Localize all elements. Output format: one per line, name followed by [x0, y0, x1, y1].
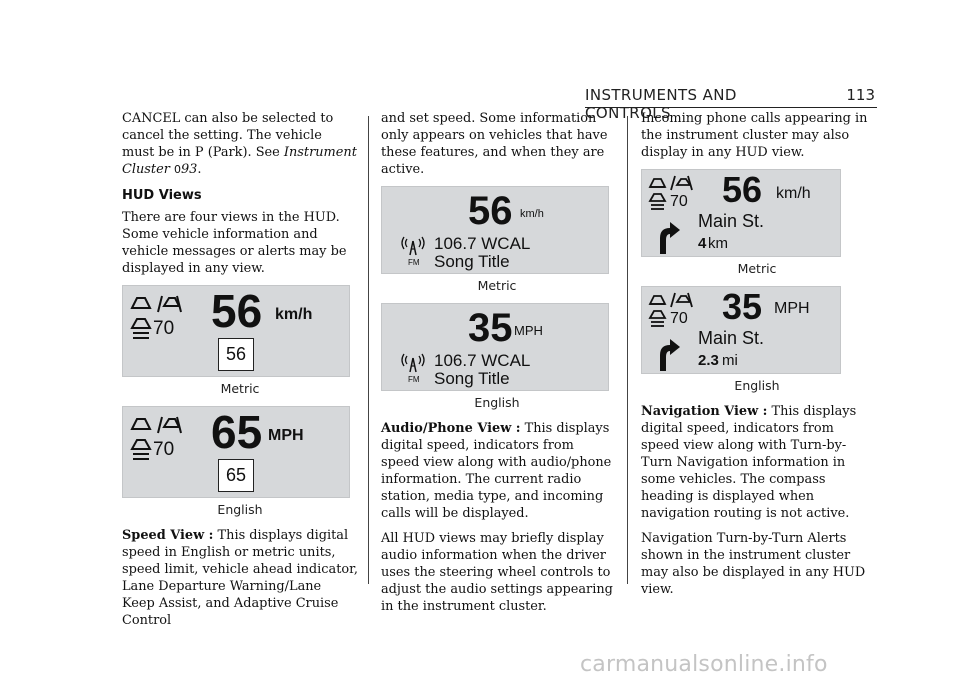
turn-right-arrow-icon: [652, 218, 682, 254]
hud-audio-metric-figure: [381, 186, 609, 274]
column-divider: [627, 116, 628, 584]
navigation-view-paragraph: Navigation View : This displays digital speed, indicators from speed view along with Turn-by-Turn Navigation information in some vehicles. The compass heading is displayed when navigation routing is not active.: [641, 404, 857, 521]
body-paragraph: Navigation Turn-by-Turn Alerts shown in the instrument cluster may also be displayed in any HUD view.: [641, 531, 866, 597]
section-heading: HUD Views: [122, 188, 202, 203]
figure-caption: Metric: [477, 278, 517, 293]
speed-limit-sign: 56: [218, 338, 254, 371]
term-label: Speed View :: [122, 528, 214, 543]
media-type: FM: [408, 375, 420, 384]
song-title: Song Title: [434, 369, 510, 388]
follow-distance-value: 70: [153, 439, 175, 460]
speed-unit: km/h: [776, 185, 811, 202]
intro-paragraph: CANCEL can also be selected to cancel the setting. The vehicle must be in P (Park). See Instrument Cluster 093.: [122, 111, 357, 177]
radio-station: 106.7 WCAL: [434, 351, 531, 370]
street-name: Main St.: [698, 211, 765, 231]
body-paragraph: There are four views in the HUD. Some vehicle information and vehicle messages or alerts may be displayed in any view.: [122, 210, 347, 276]
xref-page[interactable]: 93: [180, 162, 198, 177]
speed-value: 56: [722, 169, 763, 210]
radio-antenna-icon: [400, 237, 426, 257]
hud-audio-english-figure: [381, 303, 609, 391]
follow-distance-value: 70: [153, 318, 175, 339]
body-paragraph: and set speed. Some information only appears on vehicles that have these features, and when they are active.: [381, 111, 608, 177]
xref-arrow-icon: 0: [173, 163, 181, 176]
hud-nav-english-figure: [641, 286, 841, 374]
radio-antenna-icon: [400, 354, 426, 374]
watermark: carmanualsonline.info: [580, 652, 828, 677]
figure-caption: Metric: [737, 261, 777, 276]
speed-value: 35: [722, 286, 763, 327]
distance-unit: km: [708, 235, 728, 252]
speed-unit: MPH: [514, 323, 543, 338]
song-title: Song Title: [434, 252, 510, 271]
speed-value: 35: [468, 306, 513, 350]
xref-link[interactable]: Instrument Cluster: [122, 145, 357, 177]
column-3: [641, 110, 873, 598]
column-1: [122, 110, 358, 629]
column-2: [381, 110, 613, 615]
hud-nav-metric-figure: [641, 169, 841, 257]
body-paragraph: Incoming phone calls appearing in the instrument cluster may also display in any HUD view.: [641, 111, 868, 160]
page-header: [585, 80, 877, 122]
figure-caption: Metric: [220, 381, 260, 396]
term-label: Navigation View :: [641, 404, 768, 419]
hud-speed-english-figure: [122, 406, 350, 498]
speed-unit: MPH: [268, 427, 304, 444]
follow-distance-value: 70: [670, 310, 688, 327]
street-name: Main St.: [698, 328, 765, 348]
hud-speed-metric-figure: [122, 285, 350, 377]
speed-limit-sign: 65: [218, 459, 254, 492]
term-label: Audio/Phone View :: [381, 421, 521, 436]
turn-distance: 2.3: [698, 352, 719, 369]
header-rule: [585, 107, 877, 108]
figure-caption: English: [217, 502, 263, 517]
body-paragraph: All HUD views may briefly display audio information when the driver uses the steering wheel controls to adjust the audio settings appearing in the instrument cluster.: [381, 531, 613, 614]
turn-distance: 4: [698, 235, 707, 252]
speed-unit: MPH: [774, 300, 810, 317]
audio-view-paragraph: Audio/Phone View : This displays digital speed, indicators from speed view along with audio/phone information. The current radio station, media type, and incoming calls will be displayed.: [381, 421, 612, 521]
following-distance-icon: [132, 440, 150, 459]
speed-value: 56: [211, 285, 263, 337]
speed-view-paragraph: Speed View : This displays digital speed in English or metric units, speed limit, vehicle ahead indicator, Lane Departure Warning/Lane Keep Assist, and Adaptive Cruise Control: [122, 528, 358, 628]
figure-caption: English: [474, 395, 520, 410]
distance-unit: mi: [722, 352, 738, 369]
turn-right-arrow-icon: [652, 335, 682, 371]
following-distance-icon: [650, 194, 665, 209]
page-number: 113: [846, 86, 875, 104]
radio-station: 106.7 WCAL: [434, 234, 531, 253]
column-divider: [368, 116, 369, 584]
media-type: FM: [408, 258, 420, 267]
speed-unit: km/h: [275, 306, 313, 323]
following-distance-icon: [650, 311, 665, 326]
speed-unit: km/h: [520, 208, 544, 220]
follow-distance-value: 70: [670, 193, 688, 210]
section-title: INSTRUMENTS AND CONTROLS: [585, 86, 737, 122]
figure-caption: English: [734, 378, 780, 393]
speed-value: 56: [468, 189, 513, 233]
speed-value: 65: [211, 406, 263, 458]
following-distance-icon: [132, 319, 150, 338]
